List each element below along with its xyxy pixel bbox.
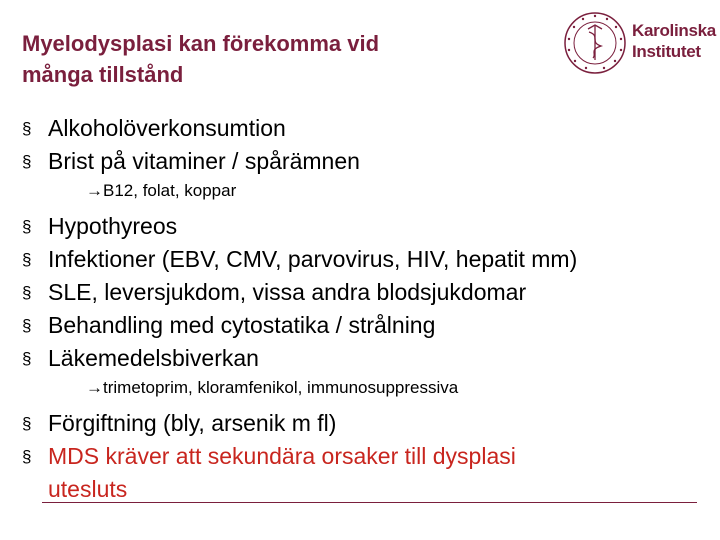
logo-line-2: Institutet [632,42,701,61]
list-item [22,407,712,440]
bullet-icon: § [22,414,32,433]
list-item [22,342,712,375]
list-item-text-line-1: MDS kräver att sekundära orsaker till dysplasi [48,443,516,469]
arrow-right-icon: → [86,378,103,397]
bullet-icon: § [22,152,32,171]
arrow-right-icon: → [86,181,103,200]
sub-item [22,178,712,204]
list-item [22,112,712,145]
list-item-text: Förgiftning (bly, arsenik m fl) [48,410,337,436]
bullet-icon: § [22,250,32,269]
list-item-text: Infektioner (EBV, CMV, parvovirus, HIV, hepatit mm) [48,246,578,272]
bullet-icon: § [22,447,32,466]
list-item-text: SLE, leversjukdom, vissa andra blodsjukdomar [48,279,527,305]
list-item-text: Alkoholöverkonsumtion [48,115,286,141]
bullet-icon: § [22,217,32,236]
karolinska-logo [562,10,716,76]
list-item [22,276,712,309]
slide-title [22,28,522,90]
logo-wordmark [632,20,716,62]
list-item-text: Behandling med cytostatika / strålning [48,312,436,338]
seal-icon [562,10,628,76]
logo-line-1: Karolinska [632,21,716,40]
slide-title-line-2: många tillstånd [22,62,184,87]
list-item-text: Hypothyreos [48,213,178,239]
bullet-icon: § [22,349,32,368]
list-item [22,309,712,342]
list-item [22,243,712,276]
bullet-icon: § [22,283,32,302]
list-item-highlight [22,440,712,506]
slide-title-line-1: Myelodysplasi kan förekomma vid [22,31,380,56]
bullet-icon: § [22,119,32,138]
list-item-text: Brist på vitaminer / spårämnen [48,148,360,174]
list-item-text-line-2: utesluts [48,476,128,502]
sub-item-text: B12, folat, koppar [103,181,237,200]
bullet-list [22,112,712,506]
footer-divider [42,502,697,503]
bullet-icon: § [22,316,32,335]
list-item-text: Läkemedelsbiverkan [48,345,259,371]
sub-item [22,375,712,401]
list-item [22,210,712,243]
sub-item-text: trimetoprim, kloramfenikol, immunosuppressiva [103,378,459,397]
list-item [22,145,712,178]
